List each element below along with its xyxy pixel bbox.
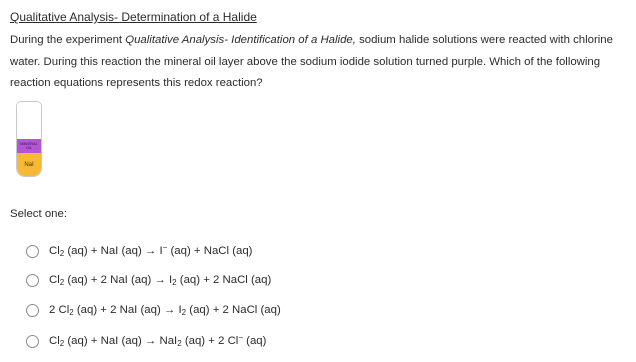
opt4-tail: (aq) [243,335,267,347]
opt3-reactant-subscript: 2 [69,308,74,317]
sodium-iodide-label: NaI [24,161,34,168]
opt3-end: (aq) + 2 NaCl (aq) [186,304,281,316]
opt4-middle-subscript: 2 [177,339,182,348]
page-title: Qualitative Analysis- Determination of a Halide [10,10,257,24]
opt1-middle-superscript: − [162,243,168,252]
answer-option-3-text[interactable] [49,302,281,318]
opt2-reactant: Cl [49,274,60,286]
answer-option-3[interactable] [26,300,281,320]
opt1-middle: (aq) + NaI (aq) → I [64,245,163,257]
opt1-end: (aq) + NaCl (aq) [167,245,253,257]
radio-button-3[interactable] [26,304,39,317]
select-one-label: Select one: [10,208,67,220]
answer-option-2-text[interactable] [49,272,271,288]
question-experiment-name: Qualitative Analysis- Identification of a Halide, [125,34,356,46]
opt4-middle: (aq) + NaI (aq) → NaI [64,335,178,347]
opt2-end: (aq) + 2 NaCl (aq) [176,274,272,286]
mineral-oil-layer [17,139,41,153]
opt1-reactant-subscript: 2 [59,249,65,258]
answer-option-1-text[interactable] [49,243,252,259]
radio-button-4[interactable] [26,335,39,348]
radio-button-1[interactable] [26,245,39,258]
opt4-end: (aq) + 2 Cl [181,335,239,347]
sodium-iodide-layer [17,153,41,176]
tube-empty-space [17,102,41,139]
question-text [10,30,630,95]
answer-option-1[interactable] [26,241,252,261]
opt2-middle-subscript: 2 [172,278,177,287]
question-text-part1: During the experiment [10,34,126,46]
opt3-middle: (aq) + 2 NaI (aq) → I [73,304,182,316]
opt1-reactant: Cl [49,245,60,257]
mineral-oil-label: MINERAL OIL [20,141,38,150]
opt4-reactant: Cl [49,335,60,347]
answer-option-4[interactable] [26,331,266,351]
answer-option-2[interactable] [26,270,271,290]
opt3-middle-subscript: 2 [181,308,187,317]
test-tube-illustration [16,101,42,177]
opt2-reactant-subscript: 2 [59,278,65,287]
opt4-end-superscript: − [238,333,244,342]
radio-button-2[interactable] [26,274,39,287]
opt4-reactant-subscript: 2 [59,339,65,348]
answer-option-4-text[interactable] [49,333,266,349]
question-text-part3: sodium halide solutions were reacted with chlorine water. During this reaction the mineral oil layer above the sodium iodide solution turned purple. Which of the following reaction equations represents this redox reaction? [10,34,613,89]
opt3-reactant: 2 Cl [49,304,70,316]
opt2-middle: (aq) + 2 NaI (aq) → I [64,274,173,286]
